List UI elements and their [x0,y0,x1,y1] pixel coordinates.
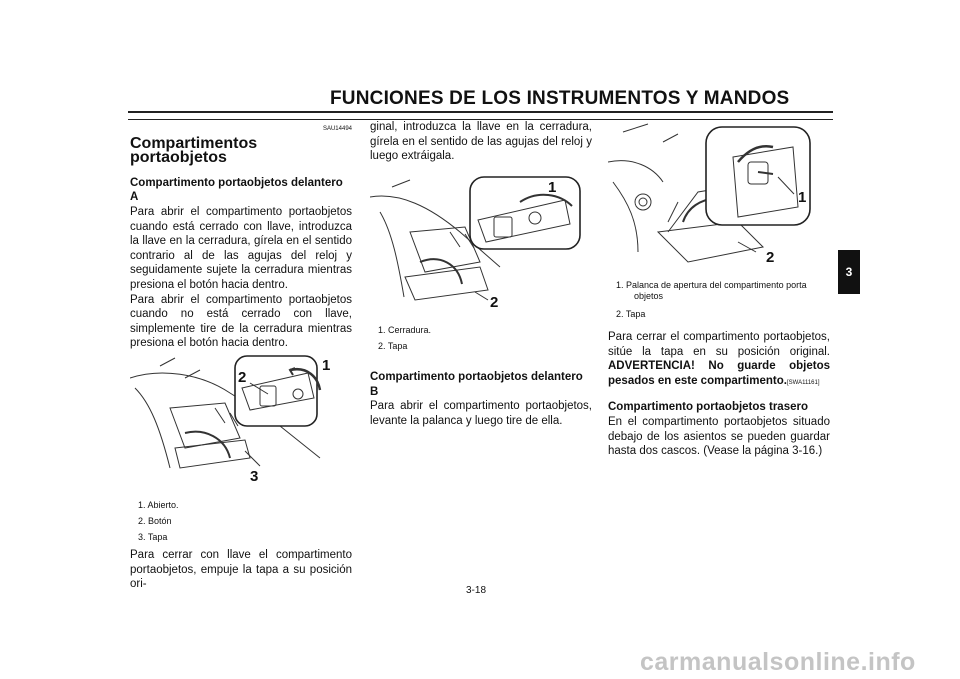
figure-captions-2 [370,322,592,354]
figure-label: 2 [238,369,247,386]
header-rule [128,111,833,120]
column-3-text [608,330,830,459]
paragraph-block [130,548,352,592]
paragraph: Para cerrar con llave el compartimento portaobjetos, empuje la tapa a su posición ori- [130,549,352,591]
page-number: 3-18 [466,585,487,596]
paragraph [608,330,830,390]
column-1 [130,122,352,351]
figure-label: 1 [548,179,557,196]
caption: 2. Tapa [378,341,408,351]
paragraph: Para abrir el compartimento portaobjetos cuando está cerrado con llave, introduzca la llave en la cerradura, gírela en el sentido contrario al de las agujas del reloj y seguidamente sujete la cerradura mientras presiona el botón hacia dentro. [130,205,352,291]
glovebox-a-lock-illustration [370,172,594,312]
figure-label: 2 [766,249,775,266]
paragraph: En el compartimento portaobjetos situado debajo de los asientos se pueden guardar hasta dos cascos. (Vease la página 3-16.) [608,415,830,458]
page-header-title: FUNCIONES DE LOS INSTRUMENTOS Y MANDOS [330,88,790,109]
figure-label: 3 [250,468,259,485]
caption: 3. Tapa [138,532,168,542]
paragraph: Para abrir el compartimento portaobjetos, levante la palanca y luego tire de ella. [370,400,592,427]
chapter-tab: 3 [838,250,860,294]
caption: 1. Cerradura. [378,325,432,335]
figure-label: 1 [798,189,807,206]
column-2-lower [370,370,592,428]
paragraph-text: Para cerrar el compartimento portaobjetos, sitúe la tapa en su posición original. [608,331,830,358]
warning-text: ADVERTENCIA! No guarde objetos pesados en este compartimento. [608,360,830,387]
figure-label: 1 [322,357,331,374]
watermark: carmanualsonline.info [640,648,916,676]
warning-ref: [SWA11161] [786,379,820,386]
glovebox-a-open-illustration [130,348,354,488]
subsection-title-a: Compartimento portaobjetos delantero A [130,176,343,204]
caption: 2. Botón [138,516,172,526]
glovebox-b-lever-illustration [608,122,832,277]
caption: 2. Tapa [616,309,646,319]
reference-code: SAU14494 [322,126,352,132]
caption: 1. Palanca de apertura del compartimento porta objetos [616,280,807,301]
paragraph: Para abrir el compartimento portaobjetos cuando no está cerrado con llave, simplemente tire de la cerradura mientras presiona el botón hacia dentro. [130,293,352,350]
paragraph: ginal, introduzca la llave en la cerradura, gírela en el sentido de las agujas del reloj y luego extráigala. [370,121,592,163]
subsection-title-b: Compartimento portaobjetos delantero B [370,371,583,398]
subsection-title-c: Compartimento portaobjetos trasero [608,401,808,414]
section-title: Compartimentos portaobjetos [130,134,258,167]
caption: 1. Abierto. [138,500,179,510]
figure-captions-1 [130,497,352,545]
figure-label: 2 [490,294,499,311]
figure-captions-3 [608,280,830,322]
column-2 [370,120,592,164]
